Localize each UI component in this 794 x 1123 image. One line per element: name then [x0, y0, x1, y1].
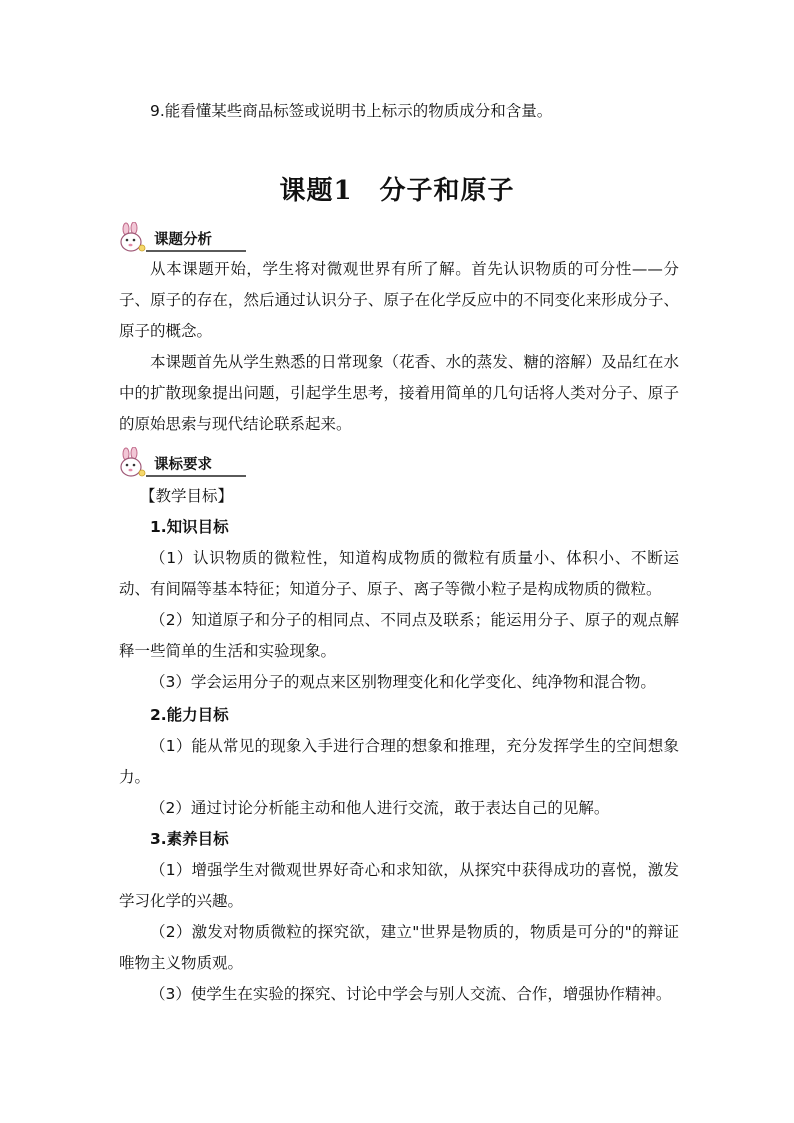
analysis-paragraph-1: 从本课题开始，学生将对微观世界有所了解。首先认识物质的可分性——分子、原子的存在，然后通过认识分子、原子在化学反应中的不同变化来形成分子、原子的概念。: [119, 260, 679, 340]
literacy-item-1: （1）增强学生对微观世界好奇心和求知欲，从探究中获得成功的喜悦，激发学习化学的兴趣。: [119, 861, 679, 910]
section-badge-requirements: [116, 447, 246, 479]
literacy-goals-heading: 3.素养目标: [150, 830, 229, 848]
ability-item-1: （1）能从常见的现象入手进行合理的想象和推理，充分发挥学生的空间想象力。: [119, 737, 679, 786]
literacy-item-2: （2）激发对物质微粒的探究欲，建立"世界是物质的，物质是可分的"的辩证唯物主义物质观。: [119, 923, 679, 972]
knowledge-goals-heading: 1.知识目标: [150, 518, 229, 536]
section-underline: [146, 475, 246, 477]
section-label-requirements: 课标要求: [154, 457, 212, 473]
ability-goals-heading: 2.能力目标: [150, 706, 229, 724]
section-badge-analysis: [116, 222, 246, 254]
lesson-title: 课题1 分子和原子: [279, 176, 515, 206]
ability-item-2: （2）通过讨论分析能主动和他人进行交流，敢于表达自己的见解。: [150, 799, 610, 817]
section-label-analysis: 课题分析: [154, 232, 212, 248]
literacy-item-3: （3）使学生在实验的探究、讨论中学会与别人交流、合作，增强协作精神。: [150, 985, 672, 1003]
intro-item: 9.能看懂某些商品标签或说明书上标示的物质成分和含量。: [150, 102, 553, 120]
section-underline: [146, 250, 246, 252]
knowledge-item-1: （1）认识物质的微粒性，知道构成物质的微粒有质量小、体积小、不断运动、有间隔等基本特征；知道分子、原子、离子等微小粒子是构成物质的微粒。: [119, 549, 679, 598]
analysis-paragraph-2: 本课题首先从学生熟悉的日常现象（花香、水的蒸发、糖的溶解）及品红在水中的扩散现象提出问题，引起学生思考，接着用简单的几句话将人类对分子、原子的原始思索与现代结论联系起来。: [119, 353, 679, 433]
teaching-goals-heading: 【教学目标】: [140, 487, 234, 505]
knowledge-item-3: （3）学会运用分子的观点来区别物理变化和化学变化、纯净物和混合物。: [150, 673, 656, 691]
knowledge-item-2: （2）知道原子和分子的相同点、不同点及联系；能运用分子、原子的观点解释一些简单的生活和实验现象。: [119, 611, 679, 660]
